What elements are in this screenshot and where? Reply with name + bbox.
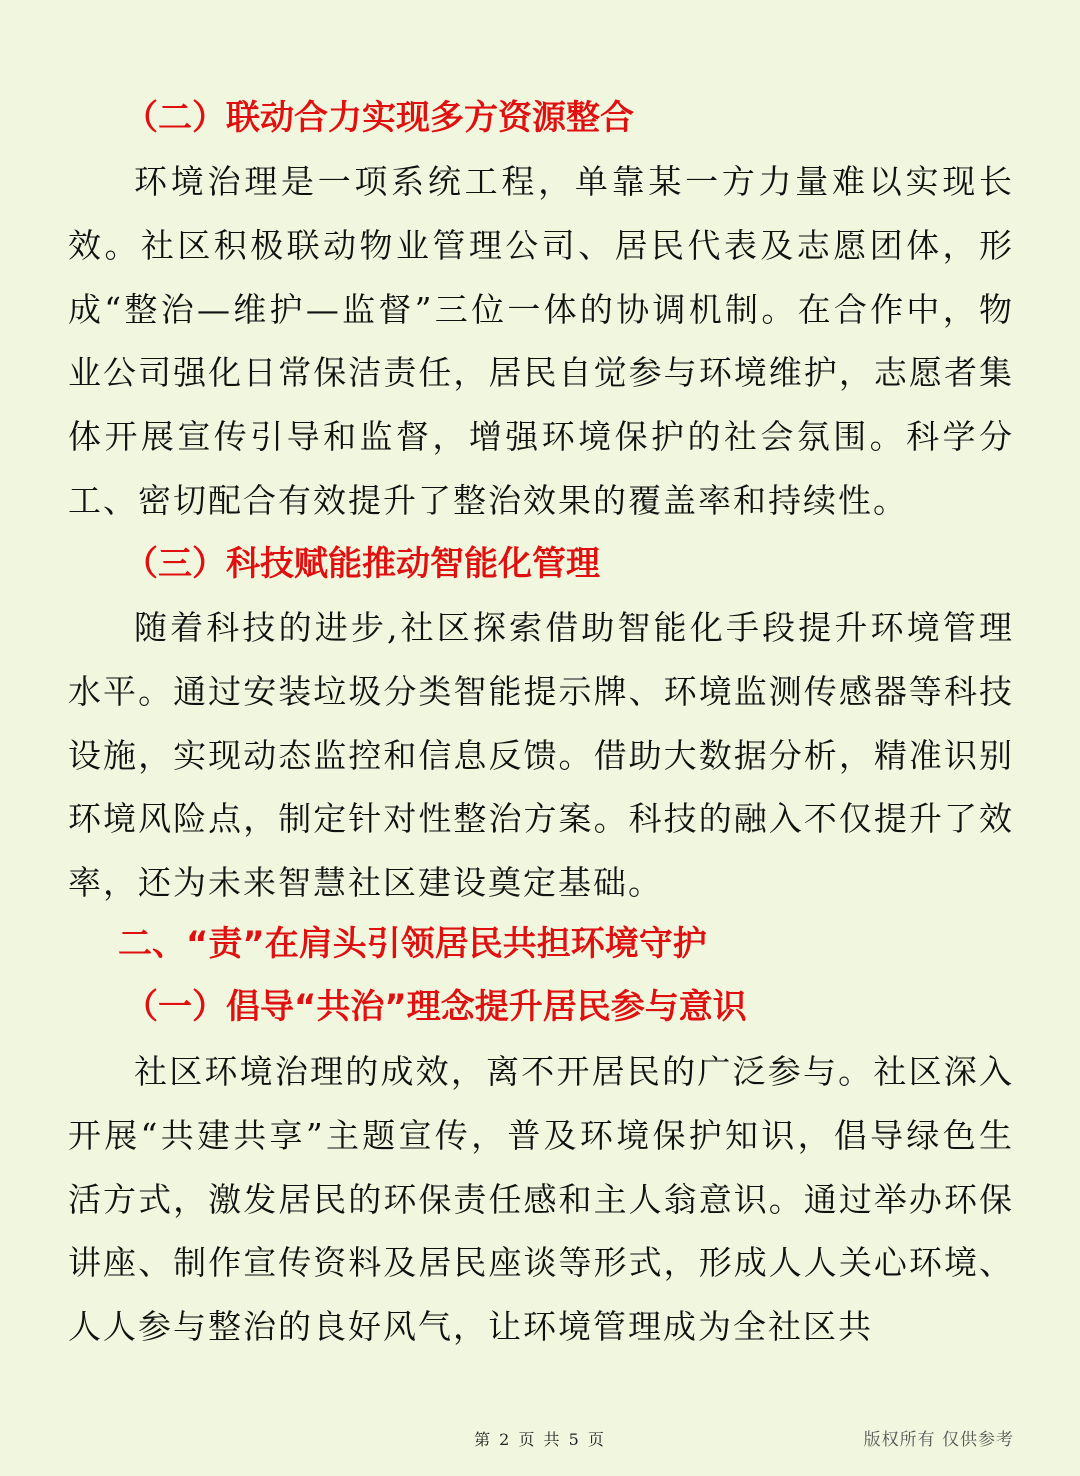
section-heading-technology: （三）科技赋能推动智能化管理 xyxy=(124,544,600,584)
chapter-heading-responsibility: 二、“责”在肩头引领居民共担环境守护 xyxy=(118,924,707,964)
section-heading-co-governance: （一）倡导“共治”理念提升居民参与意识 xyxy=(124,987,747,1027)
paragraph-co-governance: 社区环境治理的成效，离不开居民的广泛参与。社区深入开展“共建共享”主题宣传，普及环境保护知识，倡导绿色生活方式，激发居民的环保责任感和主人翁意识。通过举办环保讲座、制作宣传资料及居民座谈等形式，形成人人关心环境、人人参与整治的良好风气，让环境管理成为全社区共 xyxy=(68,1052,1014,1347)
page-number: 第 2 页 共 5 页 xyxy=(474,1430,606,1449)
paragraph-technology: 随着科技的进步,社区探索借助智能化手段提升环境管理水平。通过安装垃圾分类智能提示牌、环境监测传感器等科技设施，实现动态监控和信息反馈。借助大数据分析，精准识别环境风险点，制定针对性整治方案。科技的融入不仅提升了效率，还为未来智慧社区建设奠定基础。 xyxy=(68,608,1014,903)
paragraph-joint-effort: 环境治理是一项系统工程，单靠某一方力量难以实现长效。社区积极联动物业管理公司、居民代表及志愿团体，形成“整治—维护—监督”三位一体的协调机制。在合作中，物业公司强化日常保洁责任，居民自觉参与环境维护，志愿者集体开展宣传引导和监督，增强环境保护的社会氛围。科学分工、密切配合有效提升了整治效果的覆盖率和持续性。 xyxy=(68,162,1014,520)
section-heading-joint-effort: （二）联动合力实现多方资源整合 xyxy=(124,98,634,138)
copyright-notice: 版权所有 仅供参考 xyxy=(863,1430,1014,1450)
